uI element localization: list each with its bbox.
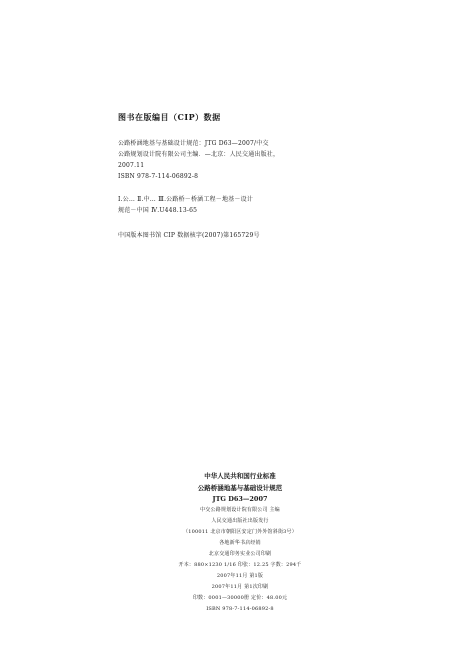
cip-record-number: 中国版本图书馆 CIP 数据核字(2007)第165729号 xyxy=(118,232,260,239)
colophon-block xyxy=(120,470,360,615)
cip-entry-line: 公路桥涵地基与基础设计规范：JTG D63—2007/中交 xyxy=(118,140,269,147)
format-specs: 开本：880×1230 1/16 印张：12.25 字数：294千 xyxy=(178,562,302,568)
cip-entry-line: 2007.11 xyxy=(118,162,145,169)
standard-code: JTG D63—2007 xyxy=(212,495,268,503)
publisher-address: （100011 北京市朝阳区安定门外外馆斜街3号） xyxy=(183,529,297,535)
cip-classification-line: Ⅰ.公… Ⅱ.中… Ⅲ.公路桥－桥涵工程－地基－设计 xyxy=(118,196,253,203)
cip-entry-line: 公路规划设计院有限公司主编．—北京：人民交通出版社， xyxy=(118,151,280,158)
standard-type: 中华人民共和国行业标准 xyxy=(204,472,276,480)
cip-data-block xyxy=(118,112,438,241)
distributor: 各地新华书店经销 xyxy=(219,540,261,546)
cip-title: 图书在版编目（CIP）数据 xyxy=(118,112,221,122)
edition: 2007年11月 第1版 xyxy=(216,573,264,579)
cip-classification-line: 规范－中国 Ⅳ.U448.13-65 xyxy=(118,207,198,214)
printer: 北京交通印务实业公司印刷 xyxy=(208,551,272,557)
publisher: 人民交通出版社出版发行 xyxy=(211,518,269,524)
book-title: 公路桥涵地基与基础设计规范 xyxy=(197,484,283,492)
printing: 2007年11月 第1次印刷 xyxy=(211,584,269,590)
print-run-price: 印数：0001—30000册 定价：48.00元 xyxy=(192,595,288,601)
colophon-isbn: ISBN 978-7-114-06892-8 xyxy=(206,606,274,612)
compiler: 中交公路规划设计院有限公司 主编 xyxy=(200,507,280,513)
cip-isbn: ISBN 978-7-114-06892-8 xyxy=(118,173,199,180)
